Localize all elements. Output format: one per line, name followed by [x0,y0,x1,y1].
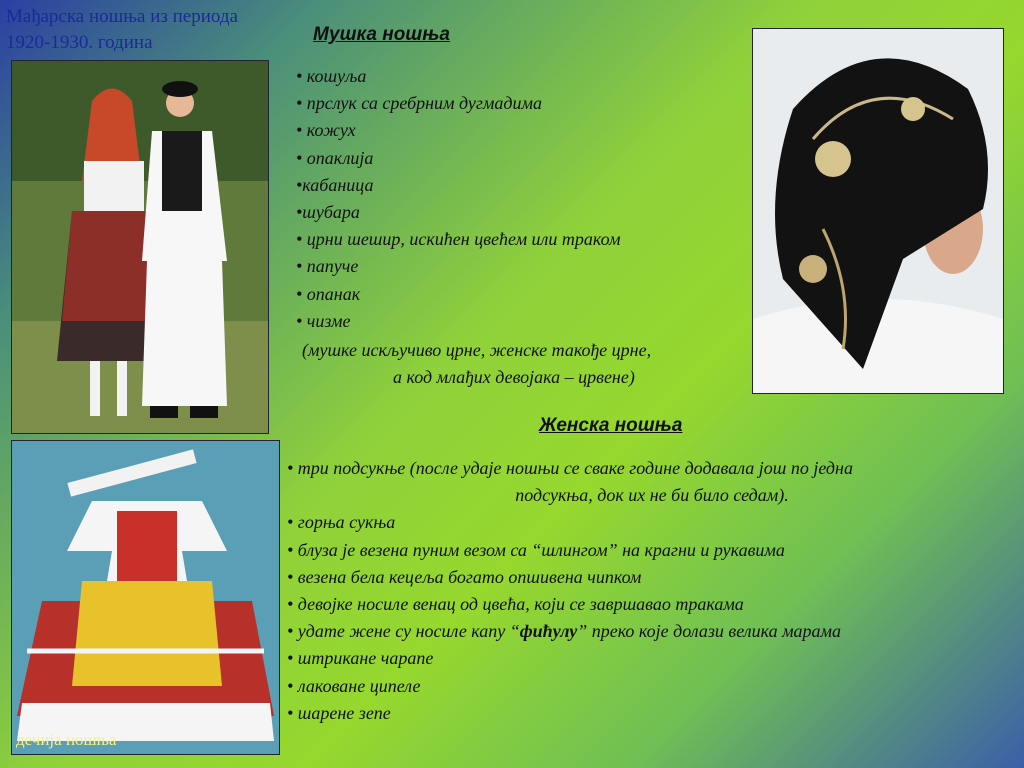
child-costume-caption: дечија ношња [16,730,117,749]
couple-photo [11,60,269,434]
list-item: • горња сукња [287,512,396,533]
slide-title [6,4,306,56]
cap-photo [752,28,1004,394]
women-costume-list [287,455,1017,727]
list-item: • везена бела кецеља богато опшивена чипком [287,566,642,587]
item-bold-term: фићулу [519,621,578,642]
list-item: • кошуља [296,66,367,86]
men-costume-heading: Мушка ношња [313,24,450,45]
list-item: • прслук са сребрним дугмадима [296,93,543,114]
list-item: • црни шешир, искићен цвећем или траком [296,229,621,250]
list-item: • опанак [296,283,361,304]
list-item: • опаклија [296,147,374,168]
list-item: • папуче [296,256,359,277]
list-item: • штрикане чарапе [287,648,434,669]
boots-note-line-1: (мушке искључиво црне, женске такође црне, [302,340,652,360]
list-item: • три подсукње (после удаје ношњи се сваке године додавала још по једна [287,458,853,478]
list-item: •кабаница [296,174,374,195]
item-text: • удате жене су носиле капу “ [287,621,520,642]
title-line-1: Мађарска ношња из периода [6,6,238,27]
list-item: • лаковане ципеле [287,675,421,696]
list-item: •шубара [296,202,360,223]
title-line-2: 1920-1930. година [6,32,153,53]
list-item: • чизме [296,310,351,331]
list-item [287,618,1017,645]
list-item-continuation: подсукња, док их не би било седам). [515,485,789,506]
men-costume-list [296,63,620,335]
child-costume-photo [11,440,280,755]
list-item: • шарене зепе [287,702,391,723]
list-item: • блуза је везена пуним везом са “шлингом” на крагни и рукавима [287,539,785,560]
item-text: ” преко које долази велика марама [577,621,842,642]
boots-note-line-2: а код млађих девојака – црвене) [393,367,635,387]
list-item: • девојке носиле венац од цвећа, који се завршавао тракама [287,594,744,615]
list-item: • кожух [296,120,356,141]
women-costume-heading: Женска ношња [539,415,683,436]
